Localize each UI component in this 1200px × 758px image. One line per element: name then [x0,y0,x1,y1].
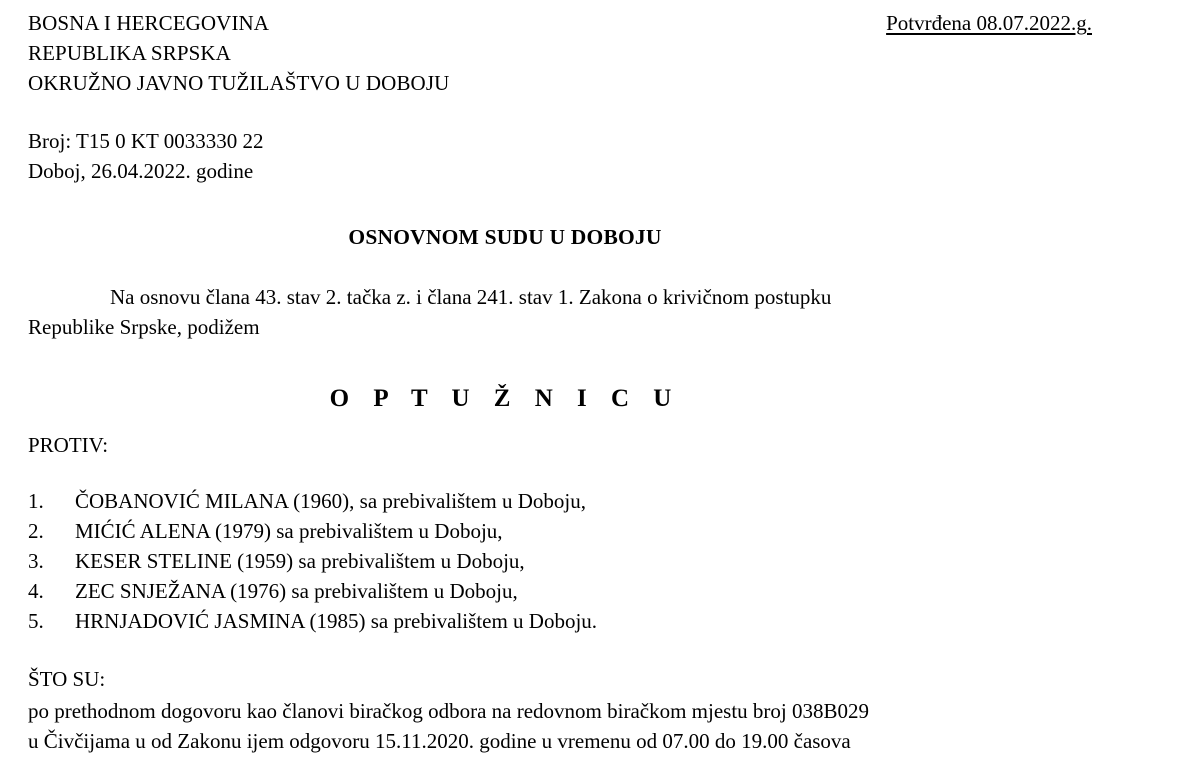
defendant-number: 3. [28,549,44,573]
authority-line-entity: REPUBLIKA SRPSKA [28,41,231,65]
defendant-details: KESER STELINE (1959) sa prebivalištem u Doboju, [75,549,525,573]
charge-description [28,696,1130,756]
charge-line-1: po prethodnom dogovoru kao članovi biračkog odbora na redovnom biračkom mjestu broj 038B029 [28,699,869,723]
list-item [28,606,1132,636]
case-reference-block [28,126,1132,186]
defendant-number: 4. [28,579,44,603]
legal-basis-paragraph [28,282,1130,342]
document-header [28,8,1132,98]
list-item [28,576,1132,606]
defendant-number: 1. [28,489,44,513]
legal-basis-line-2: Republike Srpske, podižem [28,315,260,339]
authority-line-country: BOSNA I HERCEGOVINA [28,11,270,35]
charge-intro-label: ŠTO SU: [28,667,106,691]
defendant-details: HRNJADOVIĆ JASMINA (1985) sa prebivalištem u Doboju. [75,609,598,633]
legal-basis-line-1: Na osnovu člana 43. stav 2. tačka z. i člana 241. stav 1. Zakona o krivičnom postupku [110,285,832,309]
against-label: PROTIV: [28,433,109,457]
authority-line-office: OKRUŽNO JAVNO TUŽILAŠTVO U DOBOJU [28,71,450,95]
case-number: Broj: T15 0 KT 0033330 22 [28,129,264,153]
confirmation-stamp: Potvrđena 08.07.2022.g. [886,11,1092,35]
defendant-details: ČOBANOVIĆ MILANA (1960), sa prebivalištem u Doboju, [75,489,586,513]
list-item [28,516,1132,546]
list-item [28,486,1132,516]
charge-line-2-clipped: u Čivčijama u od Zakonu ijem odgovoru 15.11.2020. godine u vremenu od 07.00 do 19.00 časova [28,729,851,753]
addressee-court-heading: OSNOVNOM SUDU U DOBOJU [348,225,662,249]
list-item [28,546,1132,576]
place-and-date: Doboj, 26.04.2022. godine [28,159,254,183]
indictment-title: O P T U Ž N I C U [329,385,681,412]
defendant-list [28,486,1132,636]
defendant-number: 5. [28,609,44,633]
defendant-number: 2. [28,519,44,543]
document-content [28,8,1132,756]
defendant-details: MIĆIĆ ALENA (1979) sa prebivalištem u Doboju, [75,519,503,543]
defendant-details: ZEC SNJEŽANA (1976) sa prebivalištem u Doboju, [75,579,518,603]
